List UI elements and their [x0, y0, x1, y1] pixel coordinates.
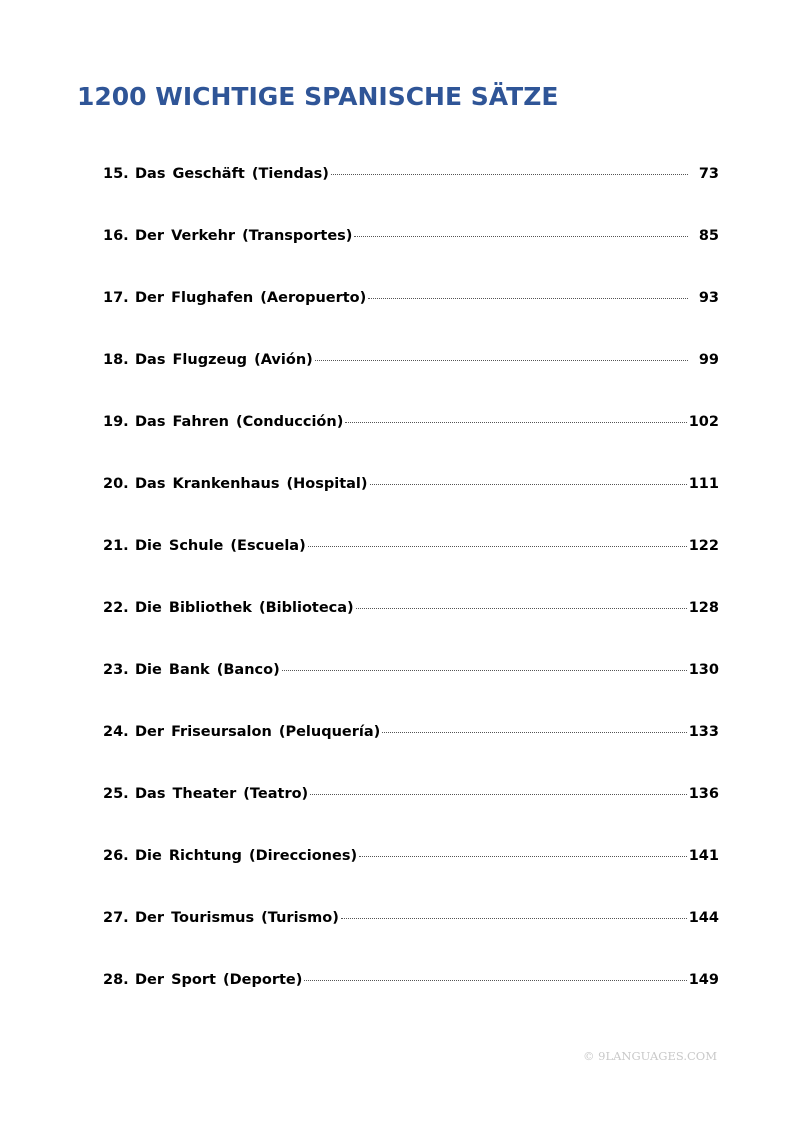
toc-label: Der Tourismus (Turismo) — [135, 910, 339, 926]
copyright-footer: © 9LANGUAGES.COM — [583, 1049, 718, 1063]
toc-page-number: 133 — [688, 724, 719, 740]
toc-number: 27. — [103, 910, 129, 926]
page-title: 1200 WICHTIGE SPANISCHE SÄTZE — [77, 82, 559, 111]
dot-leader — [315, 360, 688, 361]
toc-page-number: 130 — [688, 662, 719, 678]
toc-entry-16[interactable] — [103, 222, 719, 284]
toc-page-number: 122 — [688, 538, 719, 554]
toc-entry-18[interactable] — [103, 346, 719, 408]
dot-leader — [282, 670, 687, 671]
toc-page-number: 73 — [698, 166, 719, 182]
toc-label: Der Flughafen (Aeropuerto) — [135, 290, 367, 306]
toc-number: 26. — [103, 848, 129, 864]
toc-label: Der Verkehr (Transportes) — [135, 228, 353, 244]
toc-page-number: 99 — [698, 352, 719, 368]
toc-label: Das Krankenhaus (Hospital) — [135, 476, 368, 492]
toc-number: 19. — [103, 414, 129, 430]
toc-label: Die Schule (Escuela) — [135, 538, 306, 554]
toc-entry-23[interactable] — [103, 656, 719, 718]
toc-page-number: 102 — [688, 414, 719, 430]
toc-number: 15. — [103, 166, 129, 182]
toc-label: Die Richtung (Direcciones) — [135, 848, 358, 864]
dot-leader — [356, 608, 687, 609]
toc-entry-19[interactable] — [103, 408, 719, 470]
dot-leader — [331, 174, 688, 175]
dot-leader — [304, 980, 686, 981]
toc-page-number: 85 — [698, 228, 719, 244]
toc-number: 25. — [103, 786, 129, 802]
toc-page-number: 144 — [688, 910, 719, 926]
toc-number: 28. — [103, 972, 129, 988]
dot-leader — [310, 794, 687, 795]
toc-entry-15[interactable] — [103, 160, 719, 222]
toc-entry-27[interactable] — [103, 904, 719, 966]
toc-label: Das Geschäft (Tiendas) — [135, 166, 329, 182]
toc-number: 17. — [103, 290, 129, 306]
toc-entry-24[interactable] — [103, 718, 719, 780]
toc-label: Die Bank (Banco) — [135, 662, 280, 678]
dot-leader — [368, 298, 688, 299]
toc-number: 20. — [103, 476, 129, 492]
dot-leader — [308, 546, 687, 547]
toc-page-number: 128 — [688, 600, 719, 616]
toc-label: Das Theater (Teatro) — [135, 786, 309, 802]
toc-number: 16. — [103, 228, 129, 244]
toc-label: Der Sport (Deporte) — [135, 972, 303, 988]
toc-page-number: 111 — [688, 476, 719, 492]
dot-leader — [354, 236, 687, 237]
dot-leader — [382, 732, 686, 733]
toc-label: Der Friseursalon (Peluquería) — [135, 724, 381, 740]
toc-label: Die Bibliothek (Biblioteca) — [135, 600, 354, 616]
toc-page-number: 93 — [698, 290, 719, 306]
toc-entry-26[interactable] — [103, 842, 719, 904]
dot-leader — [370, 484, 687, 485]
toc-page-number: 136 — [688, 786, 719, 802]
toc-number: 23. — [103, 662, 129, 678]
toc-label: Das Fahren (Conducción) — [135, 414, 344, 430]
table-of-contents — [103, 160, 719, 1028]
toc-entry-21[interactable] — [103, 532, 719, 594]
toc-entry-28[interactable] — [103, 966, 719, 1028]
toc-entry-17[interactable] — [103, 284, 719, 346]
toc-entry-25[interactable] — [103, 780, 719, 842]
toc-label: Das Flugzeug (Avión) — [135, 352, 313, 368]
toc-number: 24. — [103, 724, 129, 740]
toc-entry-20[interactable] — [103, 470, 719, 532]
toc-page-number: 141 — [688, 848, 719, 864]
dot-leader — [341, 918, 687, 919]
toc-page-number: 149 — [688, 972, 719, 988]
toc-number: 22. — [103, 600, 129, 616]
dot-leader — [345, 422, 686, 423]
toc-number: 18. — [103, 352, 129, 368]
toc-number: 21. — [103, 538, 129, 554]
dot-leader — [359, 856, 687, 857]
toc-entry-22[interactable] — [103, 594, 719, 656]
